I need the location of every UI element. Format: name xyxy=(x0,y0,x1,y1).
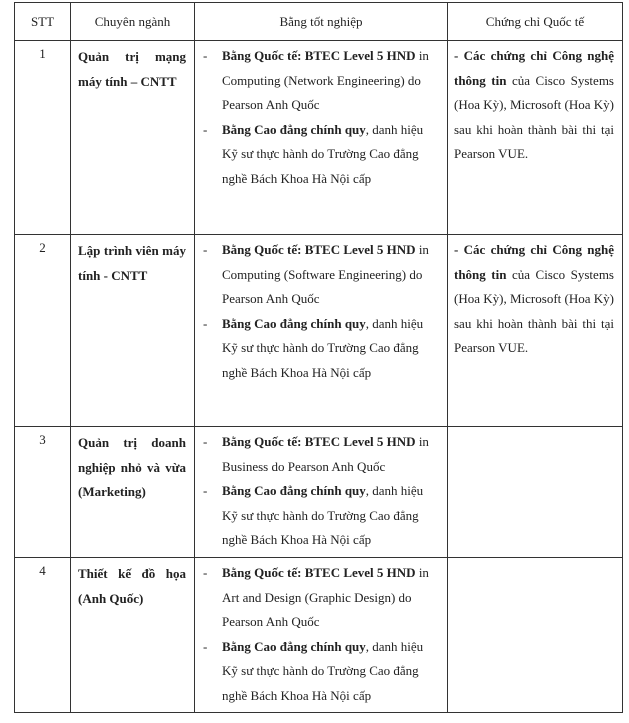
degree-title: Bằng Cao đẳng chính quy xyxy=(222,483,366,499)
certificate-detail: của Cisco Systems (Hoa Kỳ), Microsoft (Hoa Kỳ) sau khi hoàn thành bài thi tại Pearson VUE. xyxy=(454,72,614,162)
degree-item-college xyxy=(195,635,447,709)
degree-detail: , danh hiệu Kỹ sư thực hành do Trường Cao đẳng nghề Bách Khoa Hà Nội cấp xyxy=(222,121,424,186)
degree-detail: , danh hiệu Kỹ sư thực hành do Trường Cao đẳng nghề Bách Khoa Hà Nội cấp xyxy=(222,638,424,703)
degree-detail: in Computing (Network Engineering) do Pearson Anh Quốc xyxy=(222,48,429,113)
degree-item-college xyxy=(195,312,447,386)
certificate-detail: của Cisco Systems (Hoa Kỳ), Microsoft (Hoa Kỳ) sau khi hoàn thành bài thi tại Pearson VUE. xyxy=(454,266,614,356)
certificate-cell xyxy=(448,427,623,558)
degree-title: Bằng Cao đẳng chính quy xyxy=(222,638,366,654)
stt-cell: 3 xyxy=(15,427,71,558)
header-degree: Bằng tốt nghiệp xyxy=(195,3,448,41)
stt-cell: 4 xyxy=(15,558,71,713)
programs-table xyxy=(14,2,623,713)
header-stt: STT xyxy=(15,3,71,41)
degree-cell xyxy=(195,558,448,713)
degree-title: Bằng Cao đẳng chính quy xyxy=(222,121,366,137)
degree-detail: in Business do Pearson Anh Quốc xyxy=(222,434,429,474)
degree-item-college xyxy=(195,479,447,553)
degree-title: Bằng Cao đẳng chính quy xyxy=(222,315,366,331)
table-row xyxy=(15,235,623,427)
header-certificate: Chứng chỉ Quốc tế xyxy=(448,3,623,41)
degree-item-international xyxy=(195,44,447,118)
major-cell: Quản trị mạng máy tính – CNTT xyxy=(71,41,195,235)
major-cell: Quản trị doanh nghiệp nhỏ và vừa (Marketing) xyxy=(71,427,195,558)
degree-detail: in Computing (Software Engineering) do Pearson Anh Quốc xyxy=(222,242,429,307)
degree-item-international xyxy=(195,238,447,312)
certificate-cell xyxy=(448,41,623,235)
header-major: Chuyên ngành xyxy=(71,3,195,41)
certificate-title: Các chứng chỉ Công nghệ thông tin xyxy=(454,242,614,282)
degree-item-international xyxy=(195,430,447,479)
degree-item-college xyxy=(195,118,447,192)
certificate-dash: - xyxy=(454,48,464,63)
header-row xyxy=(15,3,623,41)
degree-detail: , danh hiệu Kỹ sư thực hành do Trường Cao đẳng nghề Bách Khoa Hà Nội cấp xyxy=(222,315,424,380)
stt-cell: 2 xyxy=(15,235,71,427)
degree-detail: in Art and Design (Graphic Design) do Pearson Anh Quốc xyxy=(222,565,429,630)
degree-cell xyxy=(195,41,448,235)
degree-title: Bằng Quốc tế: BTEC Level 5 HND xyxy=(222,48,416,63)
certificate-cell xyxy=(448,558,623,713)
degree-item-international xyxy=(195,561,447,635)
table-row xyxy=(15,558,623,713)
degree-title: Bằng Quốc tế: BTEC Level 5 HND xyxy=(222,242,416,257)
degree-title: Bằng Quốc tế: BTEC Level 5 HND xyxy=(222,565,416,580)
degree-title: Bằng Quốc tế: BTEC Level 5 HND xyxy=(222,434,416,449)
certificate-dash: - xyxy=(454,242,464,257)
table-row xyxy=(15,427,623,558)
table-row xyxy=(15,41,623,235)
certificate-title: Các chứng chỉ Công nghệ thông tin xyxy=(454,48,614,88)
degree-detail: , danh hiệu Kỹ sư thực hành do Trường Cao đẳng nghề Bách Khoa Hà Nội cấp xyxy=(222,483,424,548)
certificate-cell xyxy=(448,235,623,427)
major-cell: Lập trình viên máy tính - CNTT xyxy=(71,235,195,427)
stt-cell: 1 xyxy=(15,41,71,235)
degree-cell xyxy=(195,427,448,558)
degree-cell xyxy=(195,235,448,427)
major-cell: Thiết kế đồ họa (Anh Quốc) xyxy=(71,558,195,713)
